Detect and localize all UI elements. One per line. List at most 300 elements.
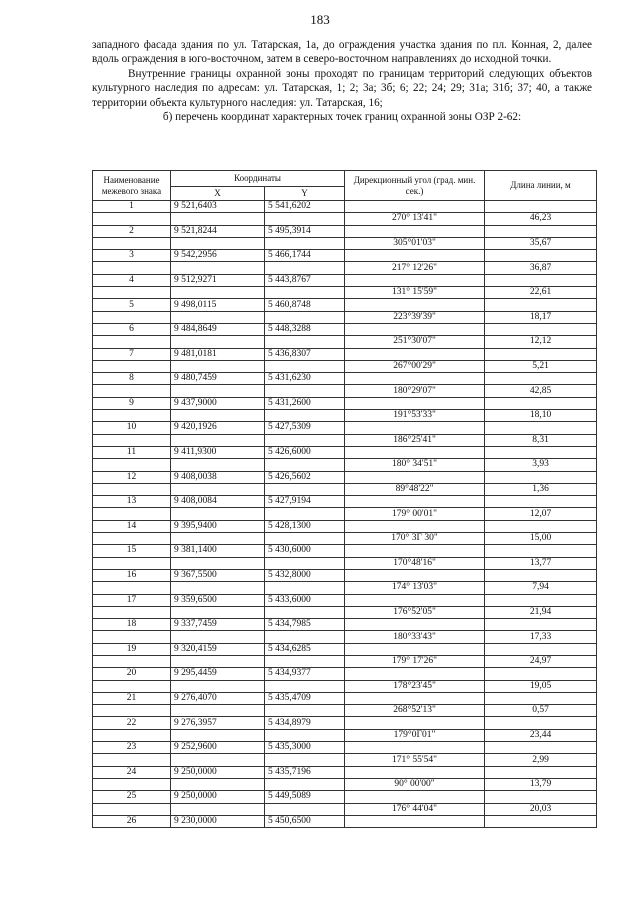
segment-angle: 180°29'07"	[345, 385, 485, 397]
empty-cell	[345, 791, 485, 803]
empty-cell	[171, 336, 265, 348]
point-number: 3	[93, 250, 171, 262]
coordinates-table-body	[93, 201, 597, 828]
empty-cell	[93, 410, 171, 422]
empty-cell	[265, 533, 345, 545]
segment-angle: 270° 13'41"	[345, 213, 485, 225]
empty-cell	[265, 557, 345, 569]
segment-length: 17,33	[485, 631, 597, 643]
empty-cell	[345, 594, 485, 606]
segment-length: 21,94	[485, 606, 597, 618]
empty-cell	[485, 717, 597, 729]
empty-cell	[171, 237, 265, 249]
empty-cell	[485, 766, 597, 778]
point-x: 9 381,1400	[171, 545, 265, 557]
empty-cell	[485, 323, 597, 335]
segment-angle: 180°33'43"	[345, 631, 485, 643]
segment-angle: 179°0Г01"	[345, 729, 485, 741]
empty-cell	[345, 250, 485, 262]
segment-angle: 89°48'22"	[345, 483, 485, 495]
empty-cell	[485, 594, 597, 606]
point-x: 9 542,2956	[171, 250, 265, 262]
empty-cell	[345, 201, 485, 213]
empty-cell	[171, 533, 265, 545]
empty-cell	[93, 508, 171, 520]
empty-cell	[93, 459, 171, 471]
point-number: 24	[93, 766, 171, 778]
point-y: 5 430,6000	[265, 545, 345, 557]
empty-cell	[265, 778, 345, 790]
point-number: 25	[93, 791, 171, 803]
point-row	[93, 766, 597, 778]
segment-angle: 178°23'45"	[345, 680, 485, 692]
empty-cell	[265, 410, 345, 422]
empty-cell	[265, 336, 345, 348]
point-number: 13	[93, 496, 171, 508]
empty-cell	[93, 754, 171, 766]
coordinates-table	[92, 170, 597, 828]
point-x: 9 408,0084	[171, 496, 265, 508]
empty-cell	[265, 803, 345, 815]
empty-cell	[265, 754, 345, 766]
empty-cell	[93, 582, 171, 594]
segment-length: 1,36	[485, 483, 597, 495]
point-y: 5 426,6000	[265, 446, 345, 458]
empty-cell	[485, 619, 597, 631]
point-y: 5 434,8979	[265, 717, 345, 729]
empty-cell	[93, 360, 171, 372]
empty-cell	[171, 803, 265, 815]
point-row	[93, 619, 597, 631]
empty-cell	[93, 237, 171, 249]
empty-cell	[485, 520, 597, 532]
point-row	[93, 545, 597, 557]
empty-cell	[93, 385, 171, 397]
empty-cell	[485, 471, 597, 483]
empty-cell	[171, 483, 265, 495]
segment-angle: 186°25'41"	[345, 434, 485, 446]
empty-cell	[265, 459, 345, 471]
segment-row	[93, 410, 597, 422]
point-x: 9 395,9400	[171, 520, 265, 532]
point-y: 5 432,8000	[265, 569, 345, 581]
empty-cell	[171, 459, 265, 471]
point-number: 4	[93, 274, 171, 286]
empty-cell	[345, 496, 485, 508]
header-coords: Координаты	[171, 171, 345, 187]
point-x: 9 276,4070	[171, 692, 265, 704]
point-number: 16	[93, 569, 171, 581]
point-row	[93, 569, 597, 581]
empty-cell	[93, 705, 171, 717]
segment-angle: 267°00'29"	[345, 360, 485, 372]
point-x: 9 481,0181	[171, 348, 265, 360]
point-y: 5 431,2600	[265, 397, 345, 409]
empty-cell	[171, 213, 265, 225]
empty-cell	[485, 496, 597, 508]
point-y: 5 436,8307	[265, 348, 345, 360]
segment-row	[93, 508, 597, 520]
point-number: 12	[93, 471, 171, 483]
segment-length: 19,05	[485, 680, 597, 692]
point-x: 9 420,1926	[171, 422, 265, 434]
empty-cell	[265, 360, 345, 372]
point-y: 5 460,8748	[265, 299, 345, 311]
point-y: 5 434,6285	[265, 643, 345, 655]
point-row	[93, 446, 597, 458]
segment-angle: 176°52'05"	[345, 606, 485, 618]
segment-length: 3,93	[485, 459, 597, 471]
point-y: 5 443,8767	[265, 274, 345, 286]
empty-cell	[171, 410, 265, 422]
point-x: 9 359,6500	[171, 594, 265, 606]
empty-cell	[345, 766, 485, 778]
empty-cell	[345, 274, 485, 286]
point-y: 5 426,5602	[265, 471, 345, 483]
point-number: 22	[93, 717, 171, 729]
empty-cell	[265, 287, 345, 299]
segment-angle: 217° 12'26"	[345, 262, 485, 274]
segment-angle: 174° 13'03"	[345, 582, 485, 594]
empty-cell	[265, 483, 345, 495]
point-row	[93, 274, 597, 286]
header-angle: Дирекционный угол (град. мин. сек.)	[345, 171, 485, 201]
empty-cell	[93, 778, 171, 790]
empty-cell	[93, 606, 171, 618]
empty-cell	[485, 225, 597, 237]
point-number: 8	[93, 373, 171, 385]
point-number: 21	[93, 692, 171, 704]
empty-cell	[345, 225, 485, 237]
point-number: 20	[93, 668, 171, 680]
segment-row	[93, 262, 597, 274]
segment-row	[93, 631, 597, 643]
empty-cell	[265, 434, 345, 446]
empty-cell	[171, 582, 265, 594]
empty-cell	[265, 262, 345, 274]
segment-length: 13,77	[485, 557, 597, 569]
segment-angle: 268°52'13"	[345, 705, 485, 717]
paragraph-2: Внутренние границы охранной зоны проходят по границам территорий следующих объектов культурного наследия по адресам: ул. Татарская, 1; 2; 3а; 3б; 6; 22; 24; 29; 31а; 31б; 37; 40, а также территории объекта культурного наследия: ул. Татарская, 16;	[92, 67, 592, 109]
point-number: 9	[93, 397, 171, 409]
header-x: X	[171, 187, 265, 201]
segment-length: 22,61	[485, 287, 597, 299]
empty-cell	[345, 742, 485, 754]
empty-cell	[93, 680, 171, 692]
empty-cell	[345, 373, 485, 385]
segment-row	[93, 360, 597, 372]
segment-row	[93, 557, 597, 569]
empty-cell	[265, 705, 345, 717]
segment-row	[93, 483, 597, 495]
empty-cell	[485, 668, 597, 680]
empty-cell	[93, 311, 171, 323]
point-number: 10	[93, 422, 171, 434]
empty-cell	[265, 606, 345, 618]
empty-cell	[171, 680, 265, 692]
segment-angle: 305°01'03"	[345, 237, 485, 249]
segment-length: 8,31	[485, 434, 597, 446]
point-y: 5 428,1300	[265, 520, 345, 532]
empty-cell	[485, 545, 597, 557]
segment-angle: 90° 00'00"	[345, 778, 485, 790]
point-y: 5 434,9377	[265, 668, 345, 680]
point-row	[93, 717, 597, 729]
point-row	[93, 815, 597, 827]
empty-cell	[485, 422, 597, 434]
point-row	[93, 422, 597, 434]
empty-cell	[345, 569, 485, 581]
point-row	[93, 594, 597, 606]
empty-cell	[485, 791, 597, 803]
point-x: 9 512,9271	[171, 274, 265, 286]
segment-angle: 170°48'16"	[345, 557, 485, 569]
segment-row	[93, 729, 597, 741]
point-row	[93, 742, 597, 754]
empty-cell	[345, 446, 485, 458]
point-x: 9 408,0038	[171, 471, 265, 483]
point-number: 19	[93, 643, 171, 655]
segment-length: 7,94	[485, 582, 597, 594]
header-length: Длина линии, м	[485, 171, 597, 201]
segment-angle: 171° 55'54"	[345, 754, 485, 766]
empty-cell	[345, 643, 485, 655]
point-x: 9 250,0000	[171, 766, 265, 778]
segment-row	[93, 655, 597, 667]
segment-row	[93, 434, 597, 446]
point-row	[93, 692, 597, 704]
empty-cell	[93, 336, 171, 348]
segment-row	[93, 311, 597, 323]
point-x: 9 480,7459	[171, 373, 265, 385]
point-row	[93, 471, 597, 483]
point-x: 9 498,0115	[171, 299, 265, 311]
point-x: 9 230,0000	[171, 815, 265, 827]
header-y: Y	[265, 187, 345, 201]
segment-length: 35,67	[485, 237, 597, 249]
empty-cell	[485, 446, 597, 458]
empty-cell	[485, 201, 597, 213]
empty-cell	[171, 434, 265, 446]
empty-cell	[171, 778, 265, 790]
segment-row	[93, 533, 597, 545]
point-row	[93, 496, 597, 508]
segment-row	[93, 582, 597, 594]
segment-angle: 251°30'07"	[345, 336, 485, 348]
empty-cell	[265, 508, 345, 520]
point-row	[93, 348, 597, 360]
point-y: 5 431,6230	[265, 373, 345, 385]
point-y: 5 433,6000	[265, 594, 345, 606]
empty-cell	[345, 397, 485, 409]
segment-length: 36,87	[485, 262, 597, 274]
empty-cell	[345, 692, 485, 704]
segment-angle: 170° 3Г 30"	[345, 533, 485, 545]
empty-cell	[93, 631, 171, 643]
point-row	[93, 373, 597, 385]
empty-cell	[171, 508, 265, 520]
point-x: 9 320,4159	[171, 643, 265, 655]
empty-cell	[93, 655, 171, 667]
empty-cell	[485, 643, 597, 655]
paragraph-1: западного фасада здания по ул. Татарская, 1а, до ограждения участка здания по пл. Конная, 2, далее вдоль ограждения в юго-восточном, затем в северо-восточном направлениях до исходной точки.	[92, 39, 592, 66]
point-y: 5 427,5309	[265, 422, 345, 434]
empty-cell	[345, 471, 485, 483]
empty-cell	[345, 323, 485, 335]
point-number: 15	[93, 545, 171, 557]
point-row	[93, 520, 597, 532]
point-number: 17	[93, 594, 171, 606]
segment-length: 24,97	[485, 655, 597, 667]
empty-cell	[171, 754, 265, 766]
empty-cell	[171, 557, 265, 569]
point-number: 6	[93, 323, 171, 335]
empty-cell	[171, 311, 265, 323]
empty-cell	[171, 655, 265, 667]
point-x: 9 250,0000	[171, 791, 265, 803]
point-row	[93, 643, 597, 655]
empty-cell	[345, 545, 485, 557]
point-x: 9 411,9300	[171, 446, 265, 458]
empty-cell	[93, 287, 171, 299]
point-x: 9 484,8649	[171, 323, 265, 335]
segment-row	[93, 803, 597, 815]
point-y: 5 435,7196	[265, 766, 345, 778]
empty-cell	[265, 680, 345, 692]
point-number: 18	[93, 619, 171, 631]
segment-row	[93, 287, 597, 299]
segment-row	[93, 459, 597, 471]
empty-cell	[265, 729, 345, 741]
segment-length: 12,12	[485, 336, 597, 348]
page-number: 183	[310, 12, 330, 27]
segment-length: 5,21	[485, 360, 597, 372]
point-x: 9 252,9600	[171, 742, 265, 754]
segment-length: 23,44	[485, 729, 597, 741]
empty-cell	[265, 237, 345, 249]
point-y: 5 449,5089	[265, 791, 345, 803]
empty-cell	[345, 717, 485, 729]
point-x: 9 337,7459	[171, 619, 265, 631]
segment-length: 46,23	[485, 213, 597, 225]
point-y: 5 435,4709	[265, 692, 345, 704]
empty-cell	[171, 360, 265, 372]
empty-cell	[265, 311, 345, 323]
segment-row	[93, 336, 597, 348]
empty-cell	[345, 348, 485, 360]
point-row	[93, 668, 597, 680]
point-x: 9 276,3957	[171, 717, 265, 729]
segment-length: 2,99	[485, 754, 597, 766]
point-number: 26	[93, 815, 171, 827]
segment-row	[93, 754, 597, 766]
segment-length: 13,79	[485, 778, 597, 790]
body-text	[92, 38, 592, 124]
empty-cell	[265, 631, 345, 643]
point-y: 5 435,3000	[265, 742, 345, 754]
empty-cell	[345, 299, 485, 311]
point-row	[93, 250, 597, 262]
point-y: 5 466,1744	[265, 250, 345, 262]
empty-cell	[93, 533, 171, 545]
point-y: 5 450,6500	[265, 815, 345, 827]
segment-angle: 179° 17'26"	[345, 655, 485, 667]
segment-row	[93, 680, 597, 692]
empty-cell	[485, 569, 597, 581]
empty-cell	[93, 483, 171, 495]
empty-cell	[485, 373, 597, 385]
empty-cell	[265, 385, 345, 397]
point-x: 9 437,9000	[171, 397, 265, 409]
segment-length: 42,85	[485, 385, 597, 397]
point-number: 5	[93, 299, 171, 311]
point-x: 9 521,6403	[171, 201, 265, 213]
point-number: 2	[93, 225, 171, 237]
empty-cell	[485, 250, 597, 262]
empty-cell	[171, 631, 265, 643]
empty-cell	[93, 434, 171, 446]
point-row	[93, 397, 597, 409]
empty-cell	[265, 213, 345, 225]
empty-cell	[485, 299, 597, 311]
point-y: 5 541,6202	[265, 201, 345, 213]
segment-length: 20,03	[485, 803, 597, 815]
empty-cell	[93, 803, 171, 815]
point-number: 7	[93, 348, 171, 360]
empty-cell	[345, 668, 485, 680]
empty-cell	[93, 262, 171, 274]
segment-row	[93, 213, 597, 225]
empty-cell	[93, 557, 171, 569]
segment-length: 18,17	[485, 311, 597, 323]
segment-row	[93, 385, 597, 397]
point-y: 5 434,7985	[265, 619, 345, 631]
empty-cell	[345, 520, 485, 532]
point-row	[93, 201, 597, 213]
empty-cell	[265, 655, 345, 667]
empty-cell	[485, 274, 597, 286]
segment-length: 18,10	[485, 410, 597, 422]
segment-length: 0,57	[485, 705, 597, 717]
point-number: 23	[93, 742, 171, 754]
empty-cell	[345, 422, 485, 434]
point-row	[93, 299, 597, 311]
point-y: 5 448,3288	[265, 323, 345, 335]
point-number: 11	[93, 446, 171, 458]
segment-row	[93, 705, 597, 717]
segment-row	[93, 778, 597, 790]
segment-angle: 179° 00'01"	[345, 508, 485, 520]
empty-cell	[265, 582, 345, 594]
point-x: 9 521,8244	[171, 225, 265, 237]
point-number: 14	[93, 520, 171, 532]
header-name: Наименование межевого знака	[93, 171, 171, 201]
point-y: 5 495,3914	[265, 225, 345, 237]
segment-row	[93, 237, 597, 249]
empty-cell	[171, 287, 265, 299]
empty-cell	[171, 729, 265, 741]
empty-cell	[345, 619, 485, 631]
segment-angle: 180° 34'51"	[345, 459, 485, 471]
segment-angle: 131° 15'59"	[345, 287, 485, 299]
empty-cell	[485, 742, 597, 754]
empty-cell	[485, 815, 597, 827]
segment-row	[93, 606, 597, 618]
segment-length: 15,00	[485, 533, 597, 545]
segment-angle: 191°53'33"	[345, 410, 485, 422]
segment-angle: 223°39'39"	[345, 311, 485, 323]
point-row	[93, 225, 597, 237]
